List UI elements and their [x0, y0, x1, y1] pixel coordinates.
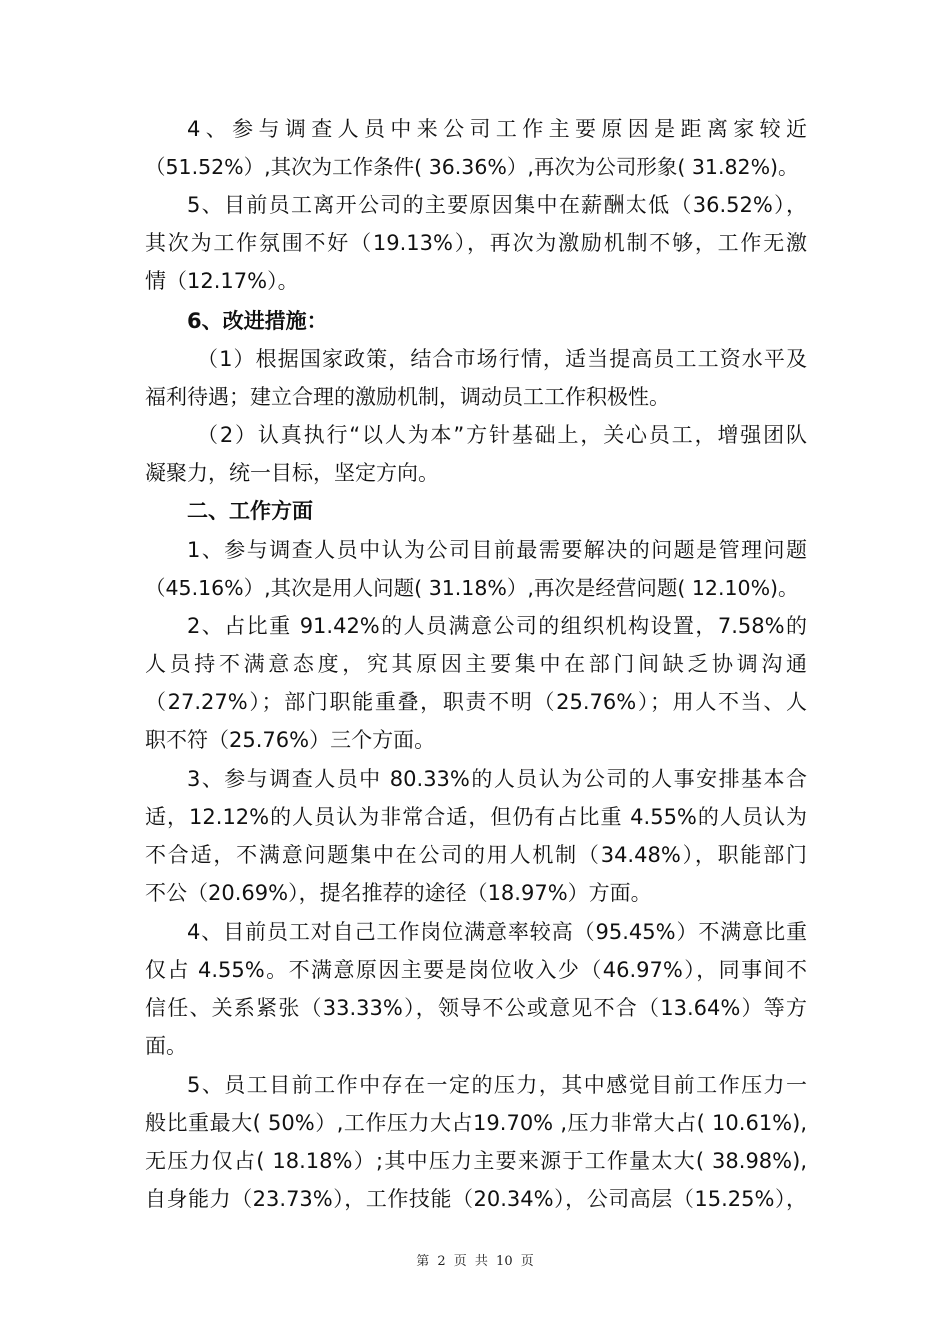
paragraph-line: 仅占 4.55%。不满意原因主要是岗位收入少（46.97%），同事间不: [145, 958, 807, 982]
paragraph-line: （45.16%）,其次是用人问题( 31.18%）,再次是经营问题( 12.10%)。: [145, 576, 799, 600]
paragraph-line: （51.52%）,其次为工作条件( 36.36%）,再次为公司形象( 31.82%)。: [145, 155, 799, 179]
paragraph-line: 人员持不满意态度，究其原因主要集中在部门间缺乏协调沟通: [145, 652, 807, 676]
paragraph-line: 2、占比重 91.42%的人员满意公司的组织机构设置，7.58%的: [187, 614, 807, 638]
paragraph-line: 职不符（25.76%）三个方面。: [145, 728, 436, 752]
paragraph-line: 其次为工作氛围不好（19.13%），再次为激励机制不够，工作无激: [145, 231, 807, 255]
paragraph-line: 信任、关系紧张（33.33%），领导不公或意见不合（13.64%）等方: [145, 996, 807, 1020]
paragraph-line: 4、参与调查人员中来公司工作主要原因是距离家较近: [187, 117, 807, 141]
paragraph-line: 面。: [145, 1034, 187, 1058]
paragraph-line: （27.27%）；部门职能重叠，职责不明（25.76%）；用人不当、人: [145, 690, 807, 714]
paragraph-line: 无压力仅占( 18.18%）;其中压力主要来源于工作量太大( 38.98%),: [145, 1149, 807, 1173]
section-heading: 6、改进措施：: [187, 309, 328, 333]
paragraph-line: 不公（20.69%），提名推荐的途径（18.97%）方面。: [145, 881, 652, 905]
paragraph-line: 5、员工目前工作中存在一定的压力，其中感觉目前工作压力一: [187, 1073, 807, 1097]
paragraph-line: 福利待遇；建立合理的激励机制，调动员工工作积极性。: [145, 385, 670, 409]
paragraph-line: （1）根据国家政策，结合市场行情，适当提高员工工资水平及: [197, 347, 807, 371]
paragraph-line: （2）认真执行“以人为本”方针基础上，关心员工，增强团队: [197, 423, 807, 447]
paragraph-line: 不合适，不满意问题集中在公司的用人机制（34.48%），职能部门: [145, 843, 807, 867]
paragraph-line: 自身能力（23.73%），工作技能（20.34%），公司高层（15.25%），: [145, 1187, 807, 1211]
paragraph-line: 情（12.17%）。: [145, 269, 299, 293]
paragraph-line: 5、目前员工离开公司的主要原因集中在薪酬太低（36.52%），: [187, 193, 807, 217]
page-footer: 第 2 页 共 10 页: [416, 1254, 534, 1269]
paragraph-line: 凝聚力，统一目标，坚定方向。: [145, 461, 439, 485]
paragraph-line: 4、目前员工对自己工作岗位满意率较高（95.45%）不满意比重: [187, 920, 807, 944]
paragraph-line: 3、参与调查人员中 80.33%的人员认为公司的人事安排基本合: [187, 767, 807, 791]
paragraph-line: 适，12.12%的人员认为非常合适，但仍有占比重 4.55%的人员认为: [145, 805, 807, 829]
paragraph-line: 1、参与调查人员中认为公司目前最需要解决的问题是管理问题: [187, 538, 807, 562]
paragraph-line: 般比重最大( 50%）,工作压力大占19.70% ,压力非常大占( 10.61%),: [145, 1111, 807, 1135]
section-heading: 二、工作方面: [187, 499, 313, 523]
